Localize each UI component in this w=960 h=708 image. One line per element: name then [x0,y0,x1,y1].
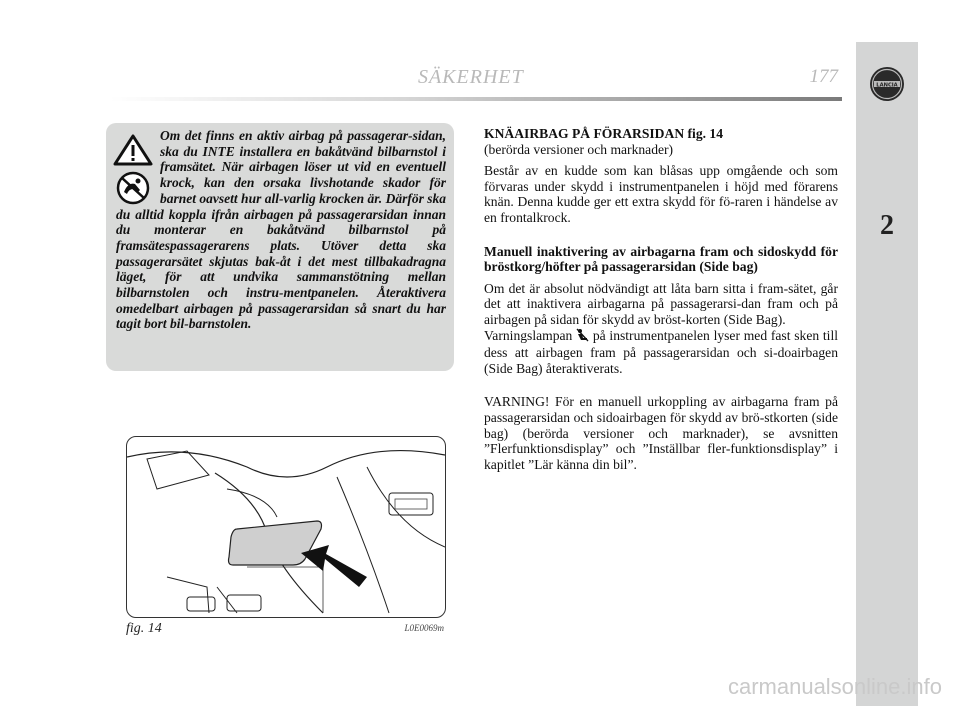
section2-heading: Manuell inaktivering av airbagarna fram och sidoskydd för bröstkorg/höfter på passagerarsidan (Side bag) [484,243,838,275]
lancia-logo [869,66,905,102]
chapter-number: 2 [880,210,894,241]
svg-text:LANCIA: LANCIA [876,82,898,89]
dashboard-illustration [127,437,445,617]
lamp-before: Varningslampan [484,327,573,343]
lamp-after: på instrumentpanelen lyser med fast sken till dess att airbagen fram på passagerarsidan och si-doairbagen (Side Bag) återaktiverats. [484,327,838,376]
warning-paragraph: VARNING! För en manuell urkoppling av airbagarna fram på passagerarsidan och sidoairbagen för skydd av brö-stkorten (side bag) (berörda versioner och marknader), se avsnitten ”Flerfunktionsdisplay” och ”Inställbar fler-funktionsdisplay” i kapitlet ”Lär känna din bil”. [484,394,838,472]
chapter-sidebar [856,42,918,706]
figure-caption: fig. 14 [126,621,162,636]
watermark: carmanualsonline.info [727,674,942,699]
header-rule [110,97,842,101]
passenger-airbag-off-icon [576,328,589,346]
section-title: SÄKERHET [418,66,524,88]
section2-body: Om det är absolut nödvändigt att låta barn sitta i fram-sätet, går det att inaktivera airbagarna på passagerarsi-dan fram och på airbagen på sidan för skydd av bröst-korten (Side Bag). [484,280,838,327]
figure-code: L0E0069m [404,623,444,633]
arrow-icon [301,545,367,587]
section1-body: Består av en kudde som kan blåsas upp omgående och som förvaras under skydd i instrumentpanelen i höjd med förarens knän. Denna kudde ger ett extra skydd för fö-raren i händelse av en frontalkrock. [484,163,838,225]
warning-box-text [116,128,446,332]
figure-14 [126,436,446,618]
right-column [484,126,838,472]
warning-text: Om det finns en aktiv airbag på passagerar-sidan, ska du INTE installera en bakåtvänd bilbarnstol i framsätet. När airbagen löser ut vid en eventuell krock, kan den orsaka livshotande skador för barnet oavsett hur all-varlig krocken är. Därför ska du alltid koppla ifrån airbagen på passagerarsidan innan du monterar en bakåtvänd bilbarnstol på framsätespassagerarens plats. Utöver detta ska passagerarsätet skjutas bak-åt i det mest tillbakadragna läget, för att undvika sammanstötning mellan bilbarnstolen och instru-mentpanelen. Återaktivera omedelbart airbagen på passagerarsidan så snart du har tagit bort bil-barnstolen. [116,128,446,332]
knee-airbag-panel [229,521,322,565]
page-number: 177 [809,66,838,87]
lamp-paragraph [484,328,838,377]
section1-sub: (berörda versioner och marknader) [484,141,674,157]
section1-heading: KNÄAIRBAG PÅ FÖRARSIDAN fig. 14 [484,126,724,141]
